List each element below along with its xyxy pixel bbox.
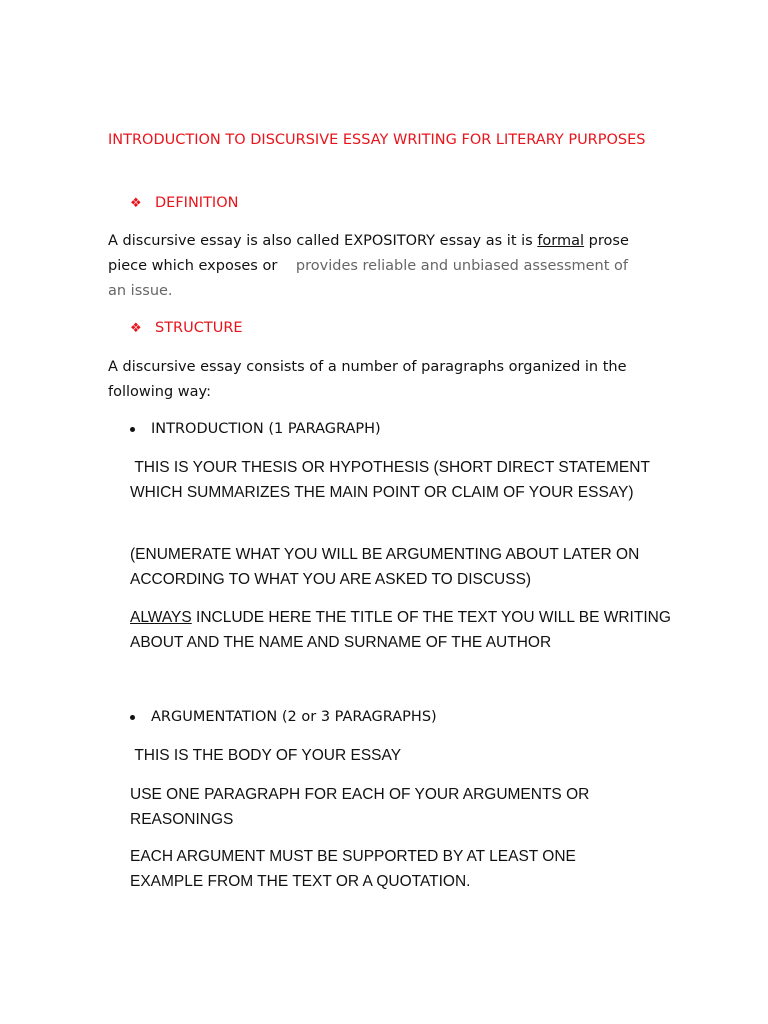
bullet-dot-icon <box>130 715 135 720</box>
enumerate-paragraph: (ENUMERATE WHAT YOU WILL BE ARGUMENTING ABOUT LATER ON ACCORDING TO WHAT YOU ARE ASKED TO DISCUSS) <box>130 546 640 588</box>
diamond-bullet-icon: ❖ <box>130 196 142 211</box>
introduction-bullet-text: INTRODUCTION (1 PARAGRAPH) <box>151 421 381 437</box>
argumentation-bullet-text: ARGUMENTATION (2 or 3 PARAGRAPHS) <box>151 709 437 725</box>
definition-text-a: A discursive essay is also called EXPOSITORY essay as it is <box>108 233 538 249</box>
definition-formal-word: formal <box>537 233 585 249</box>
always-rest-text: INCLUDE HERE THE TITLE OF THE TEXT YOU WILL BE WRITING ABOUT AND THE NAME AND SURNAME OF THE AUTHOR <box>130 609 671 651</box>
always-word: ALWAYS <box>130 609 192 626</box>
argumentation-bullet <box>130 705 630 730</box>
definition-paragraph <box>108 229 648 304</box>
body-text: THIS IS THE BODY OF YOUR ESSAY <box>134 747 402 764</box>
introduction-bullet <box>130 417 630 442</box>
definition-grey-text: provides reliable and unbiased assessment of an issue. <box>108 258 629 299</box>
diamond-bullet-icon: ❖ <box>130 321 142 336</box>
structure-heading-text: STRUCTURE <box>155 320 243 336</box>
one-paragraph-instruction: USE ONE PARAGRAPH FOR EACH OF YOUR ARGUMENTS OR REASONINGS <box>130 786 590 828</box>
document-title: INTRODUCTION TO DISCURSIVE ESSAY WRITING FOR LITERARY PURPOSES <box>108 132 646 148</box>
definition-heading <box>130 191 238 216</box>
body-paragraph <box>130 743 690 768</box>
structure-paragraph: A discursive essay consists of a number of paragraphs organized in the following way: <box>108 359 627 400</box>
each-argument-instruction: EACH ARGUMENT MUST BE SUPPORTED BY AT LEAST ONE EXAMPLE FROM THE TEXT OR A QUOTATION. <box>130 848 576 890</box>
definition-text-b: prose piece which exposes or <box>108 233 629 274</box>
structure-heading <box>130 316 243 341</box>
definition-heading-text: DEFINITION <box>155 195 239 211</box>
thesis-text: THIS IS YOUR THESIS OR HYPOTHESIS (SHORT DIRECT STATEMENT WHICH SUMMARIZES THE MAIN POINT OR CLAIM OF YOUR ESSAY) <box>130 459 650 501</box>
thesis-paragraph <box>130 455 690 505</box>
always-paragraph <box>130 605 690 655</box>
bullet-dot-icon <box>130 427 135 432</box>
